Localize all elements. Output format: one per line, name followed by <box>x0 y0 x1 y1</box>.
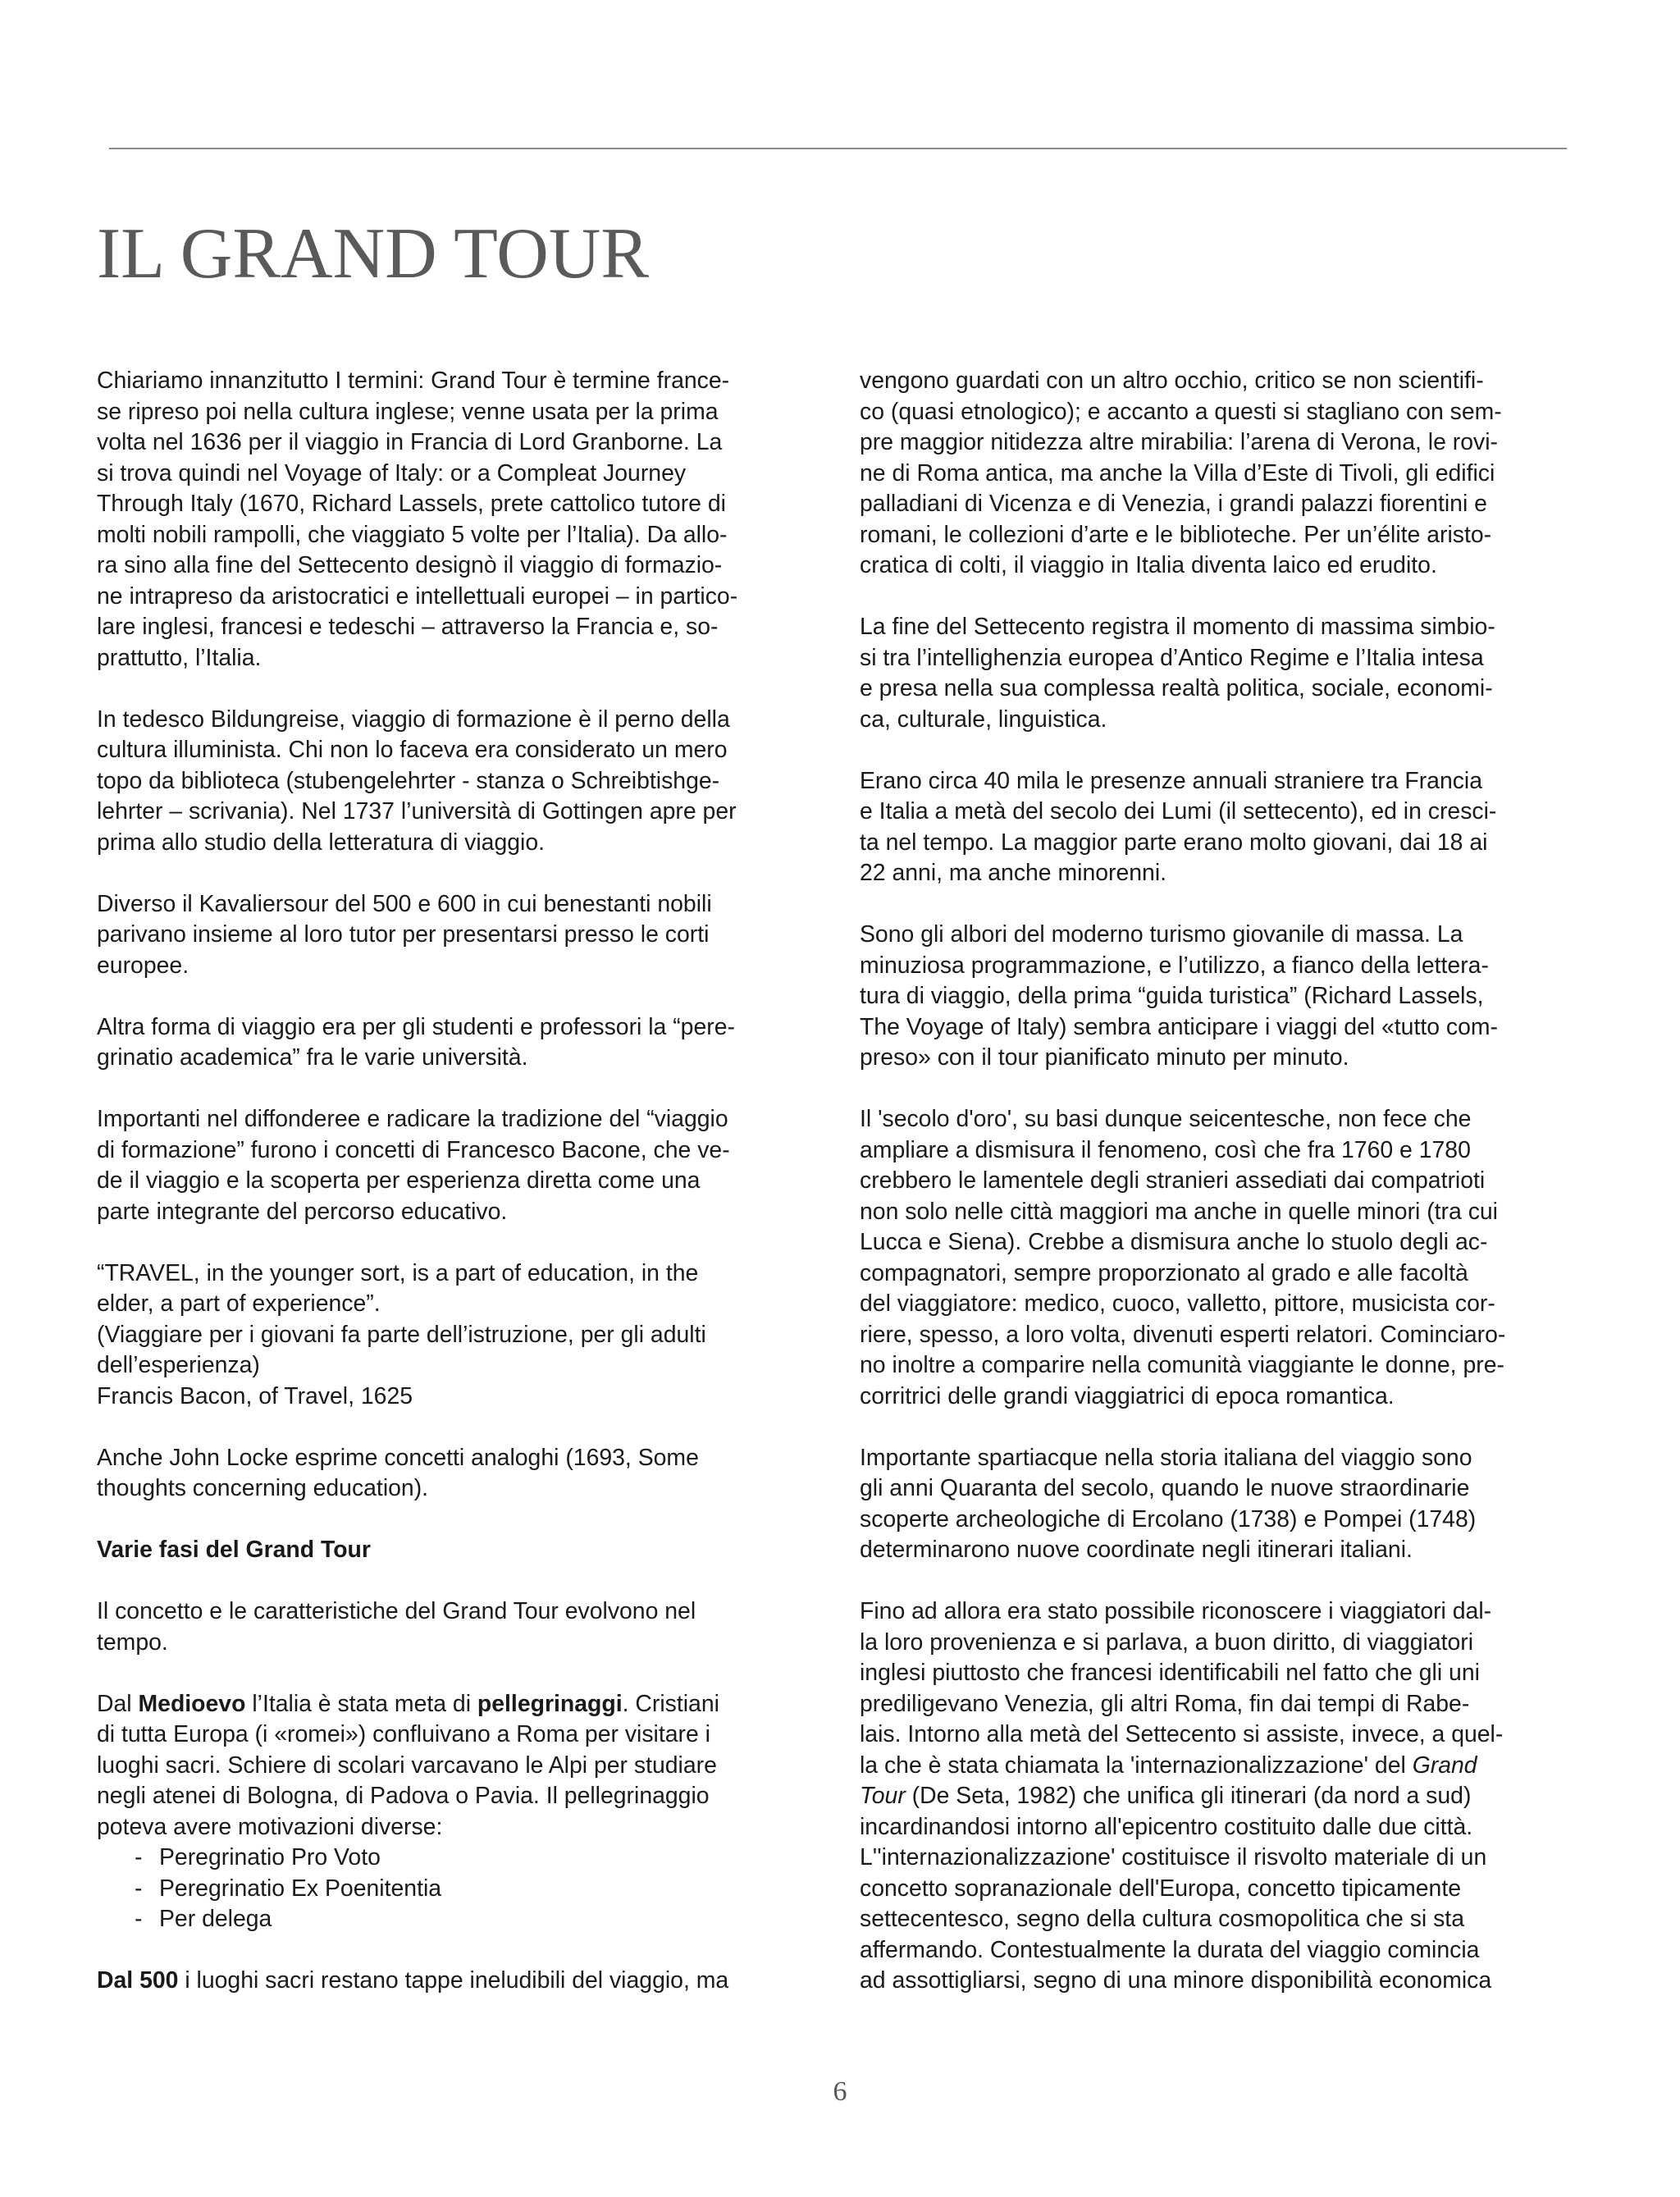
paragraph-spartiacque: Importante spartiacque nella storia italiana del viaggio sono gli anni Quaranta del secolo, quando le nuove straordinarie scoperte archeologiche di Ercolano (1738) e Pompei (1748) determinarono nuove coordinate negli itinerari italiani. <box>860 1444 1477 1563</box>
left-column <box>97 366 819 2027</box>
paragraph-presenze: Erano circa 40 mila le presenze annuali straniere tra Francia e Italia a metà del secolo dei Lumi (il settecento), ed in cresci- ta nel tempo. La maggior parte erano molto giovani, dai 18 ai 22 anni, ma anche minorenni. <box>860 767 1497 886</box>
page-number: 6 <box>833 2076 847 2107</box>
list-item: - Peregrinatio Pro Voto <box>135 1843 819 1874</box>
paragraph-intro: Chiariamo innanzitutto I termini: Grand Tour è termine france- se ripreso poi nella cultura inglese; venne usata per la prima volta nel 1636 per il viaggio in Francia di Lord Granborne. La si trova quindi nel Voyage of Italy: or a Compleat Journey Through Italy (1670, Richard Lassels, prete cattolico tutore di molti nobili rampolli, che viaggiato 5 volte per l’Italia). Da allo- ra sino alla fine del Settecento designò il viaggio di formazio- ne intrapreso da aristocratici e intellettuali europei – in partico- lare inglesi, francesi e tedeschi – attraverso la Francia e, so- prattutto, l’Italia. <box>97 368 738 671</box>
paragraph-evoluzione: Il concetto e le caratteristiche del Grand Tour evolvono nel tempo. <box>97 1598 696 1656</box>
paragraph-medioevo: Dal Medioevo l’Italia è stata meta di pellegrinaggi. Cristiani di tutta Europa (i «romei») confluivano a Roma per visitare i luoghi sacri. Schiere di scolari varcavano le Alpi per studiare negli atenei di Bologna, di Padova o Pavia. Il pellegrinaggio poteva avere motivazioni diverse: <box>97 1690 719 1840</box>
bacon-quote: “TRAVEL, in the younger sort, is a part of education, in the elder, a part of experience”. (Viaggiare per i giovani fa parte dell’istruzione, per gli adulti dell’esperienza) Francis Bacon, of Travel, 1625 <box>97 1259 706 1409</box>
paragraph-internazionalizzazione: Fino ad allora era stato possibile riconoscere i viaggiatori dal- la loro provenienza e si parlava, a buon diritto, di viaggiatori inglesi piuttosto che francesi identificabili nel fatto che gli uni prediligevano Venezia, gli altri Roma, fin dai tempi di Rabe- lais. Intorno alla metà del Settecento si assiste, invece, a quel- la che è stata chiamata la 'internazionalizzazione' del Grand Tour (De Seta, 1982) che unifica gli itinerari (da nord a sud) incardinandosi intorno all'epicentro costituito dalle due città. L''internazionalizzazione' costituisce il risvolto materiale di un concetto sopranazionale dell'Europa, concetto tipicamente settecentesco, segno della cultura cosmopolitica che si sta affermando. Contestualmente la durata del viaggio comincia ad assottigliarsi, segno di una minore disponibilità economica <box>860 1598 1504 1994</box>
right-column <box>860 366 1582 1997</box>
paragraph-bacone: Importanti nel diffonderee e radicare la tradizione del “viaggio di formazione” furono i concetti di Francesco Bacone, che ve- de il viaggio e la scoperta per esperienza diretta come una parte integrante del percorso educativo. <box>97 1106 730 1225</box>
paragraph-dal-500: Dal 500 i luoghi sacri restano tappe ineludibili del viaggio, ma <box>97 1967 729 1994</box>
list-item: - Per delega <box>135 1904 819 1935</box>
pilgrimage-motivations-list <box>97 1843 819 1935</box>
paragraph-secolo-oro: Il 'secolo d'oro', su basi dunque seicentesche, non fece che ampliare a dismisura il fenomeno, così che fra 1760 e 1780 crebbero le lamentele degli stranieri assediati dai compatrioti non solo nelle città maggiori ma anche in quelle minori (tra cui Lucca e Siena). Crebbe a dismisura anche lo stuolo degli ac- compagnatori, sempre proporzionato al grado e alle facoltà del viaggiatore: medico, cuoco, valletto, pittore, musicista cor- riere, spesso, a loro volta, divenuti esperti relatori. Cominciaro- no inoltre a comparire nella comunità viaggiante le donne, pre- corritrici delle grandi viaggiatrici di epoca romantica. <box>860 1106 1506 1409</box>
header-rule <box>109 148 1567 149</box>
list-item: - Peregrinatio Ex Poenitentia <box>135 1874 819 1905</box>
section-heading: Varie fasi del Grand Tour <box>97 1537 371 1563</box>
paragraph-locke: Anche John Locke esprime concetti analoghi (1693, Some thoughts concerning education). <box>97 1444 699 1501</box>
paragraph-fine-settecento: La fine del Settecento registra il momento di massima simbio- si tra l’intellighenzia europea d’Antico Regime e l’Italia intesa e presa nella sua complessa realtà politica, sociale, economi- ca, culturale, linguistica. <box>860 614 1495 733</box>
paragraph-peregrinatio: Altra forma di viaggio era per gli studenti e professori la “pere- grinatio academica” fra le varie università. <box>97 1013 735 1071</box>
paragraph-mirabilia: vengono guardati con un altro occhio, critico se non scientifi- co (quasi etnologico); e accanto a questi si stagliano con sem- pre maggior nitidezza altre mirabilia: l’arena di Verona, le rovi- ne di Roma antica, ma anche la Villa d’Este di Tivoli, gli edifici palladiani di Vicenza e di Venezia, i grandi palazzi fiorentini e romani, le collezioni d’arte e le biblioteche. Per un’élite aristo- cratica di colti, il viaggio in Italia diventa laico ed erudito. <box>860 368 1502 578</box>
paragraph-turismo: Sono gli albori del moderno turismo giovanile di massa. La minuziosa programmazione, e l’utilizzo, a fianco della lettera- tura di viaggio, della prima “guida turistica” (Richard Lassels, The Voyage of Italy) sembra anticipare i viaggi del «tutto com- preso» con il tour pianificato minuto per minuto. <box>860 921 1498 1071</box>
paragraph-kavaliersour: Diverso il Kavaliersour del 500 e 600 in cui benestanti nobili parivano insieme al loro tutor per presentarsi presso le corti europee. <box>97 890 712 979</box>
paragraph-bildungreise: In tedesco Bildungreise, viaggio di formazione è il perno della cultura illuminista. Chi non lo faceva era considerato un mero topo da biblioteca (stubengelehrter - stanza o Schreibtishge- lehrter – scrivania). Nel 1737 l’università di Gottingen apre per prima allo studio della letteratura di viaggio. <box>97 706 737 856</box>
page-title: IL GRAND TOUR <box>97 214 650 294</box>
